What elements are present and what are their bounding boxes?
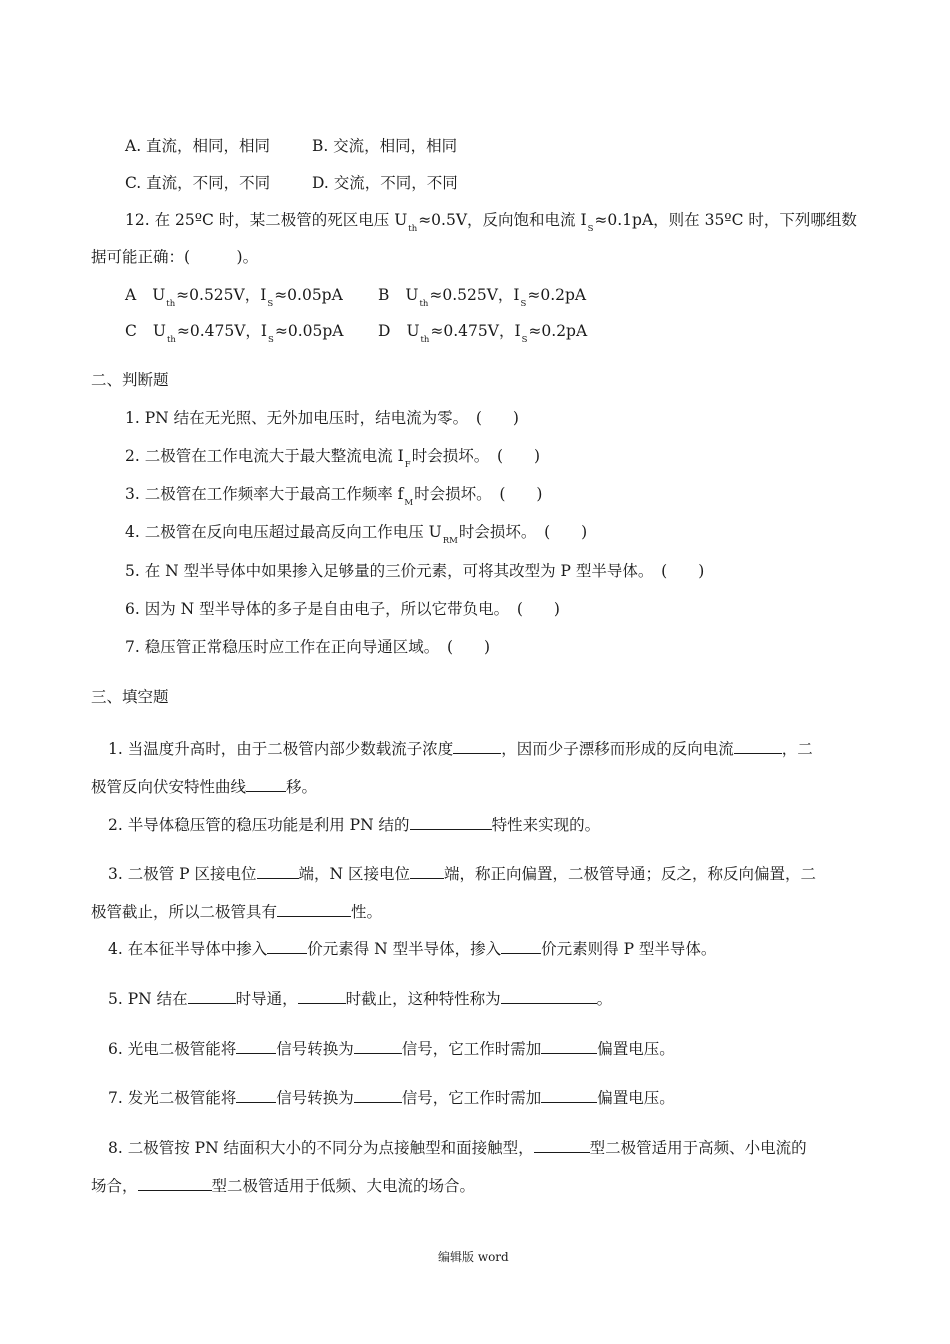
blank-line[interactable] <box>298 987 346 1004</box>
blank-line[interactable] <box>236 1037 276 1054</box>
judge-item-4: 4. 二极管在反向电压超过最高反向工作电压 $U_{RM}$时会损坏。 ( ) <box>125 523 588 546</box>
fill-q4: 4. 在本征半导体中掺入 价元素得 N 型半导体，掺入 价元素则得 P 型半导体。 <box>108 937 716 960</box>
blank-line[interactable] <box>354 1086 402 1103</box>
blank-line[interactable] <box>410 862 444 879</box>
blank-line[interactable] <box>410 813 492 830</box>
blank-line[interactable] <box>257 862 299 879</box>
blank-line[interactable] <box>534 1136 590 1153</box>
judge-item-3: 3. 二极管在工作频率大于最高工作频率 $f_M$时会损坏。 ( ) <box>125 485 543 508</box>
q12-option-b: B $U_{th}\approx 0.525V$，$I_S\approx 0.2pA$ <box>378 286 587 309</box>
blank-line[interactable] <box>236 1086 276 1103</box>
judge-item-2: 2. 二极管在工作电流大于最大整流电流 $I_F$时会损坏。 ( ) <box>125 447 541 470</box>
q12-option-c: C $U_{th}\approx 0.475V$，$I_S\approx 0.05pA$ <box>125 322 344 345</box>
section3-title: 三、填空题 <box>91 688 169 706</box>
blank-line[interactable] <box>277 900 351 917</box>
blank-line[interactable] <box>138 1174 212 1191</box>
fill-q8-line2: 场合， 型二极管适用于低频、大电流的场合。 <box>91 1174 475 1197</box>
judge-item-1: 1. PN 结在无光照、无外加电压时，结电流为零。 ( ) <box>125 409 519 427</box>
fill-q5: 5. PN 结在 时导通， 时截止，这种特性称为 。 <box>108 987 612 1010</box>
q11-options-row1 <box>125 135 457 157</box>
blank-line[interactable] <box>188 987 236 1004</box>
q12-stem-line2: 据可能正确：( )。 <box>91 248 259 266</box>
judge-item-7: 7. 稳压管正常稳压时应工作在正向导通区域。 ( ) <box>125 638 491 656</box>
fill-q3-line2: 极管截止，所以二极管具有 性。 <box>91 900 382 923</box>
blank-line[interactable] <box>246 775 286 792</box>
q11-option-c: C. 直流，不同，不同 <box>125 174 271 192</box>
judge-item-6: 6. 因为 N 型半导体的多子是自由电子，所以它带负电。 ( ) <box>125 600 560 618</box>
blank-line[interactable] <box>501 937 541 954</box>
q12-option-a: A $U_{th}\approx 0.525V$，$I_S\approx 0.05pA$ <box>125 286 343 309</box>
fill-q1-line2: 极管反向伏安特性曲线 移。 <box>91 775 317 798</box>
q11-option-a: A. 直流，相同，相同 <box>125 137 271 155</box>
fill-q8-line1: 8. 二极管按 PN 结面积大小的不同分为点接触型和面接触型， 型二极管适用于高频、小电流的 <box>108 1136 807 1159</box>
q11-option-d: D. 交流，不同，不同 <box>312 174 458 192</box>
judge-item-5: 5. 在 N 型半导体中如果掺入足够量的三价元素，可将其改型为 P 型半导体。 ( ) <box>125 562 705 580</box>
fill-q1-line1: 1. 当温度升高时，由于二极管内部少数载流子浓度 ，因而少子漂移而形成的反向电流 ，二 <box>108 737 813 760</box>
blank-line[interactable] <box>541 1037 597 1054</box>
q12-stem-line1: 12. 在 25ºC 时，某二极管的死区电压 $U_{th}\approx 0.5V$，反向饱和电流 $I_S\approx 0.1pA$，则在 35ºC 时，下列哪组数 <box>125 211 857 234</box>
q11-option-b: B. 交流，相同，相同 <box>311 137 458 155</box>
fill-q7: 7. 发光二极管能将 信号转换为 信号，它工作时需加 偏置电压。 <box>108 1086 675 1109</box>
blank-line[interactable] <box>734 737 782 754</box>
fill-q2: 2. 半导体稳压管的稳压功能是利用 PN 结的 特性来实现的。 <box>108 813 600 836</box>
page-footer: 编辑版 word <box>438 1250 509 1264</box>
fill-q6: 6. 光电二极管能将 信号转换为 信号，它工作时需加 偏置电压。 <box>108 1037 675 1060</box>
blank-line[interactable] <box>541 1086 597 1103</box>
fill-q3-line1: 3. 二极管 P 区接电位 端，N 区接电位 端，称正向偏置，二极管导通；反之，称反向偏置，二 <box>108 862 816 885</box>
section2-title: 二、判断题 <box>91 371 169 389</box>
blank-line[interactable] <box>267 937 307 954</box>
blank-line[interactable] <box>354 1037 402 1054</box>
blank-line[interactable] <box>453 737 501 754</box>
blank-line[interactable] <box>501 987 597 1004</box>
q11-options-row2 <box>125 172 458 194</box>
q12-option-d: D $U_{th}\approx 0.475V$，$I_S\approx 0.2pA$ <box>378 322 588 345</box>
